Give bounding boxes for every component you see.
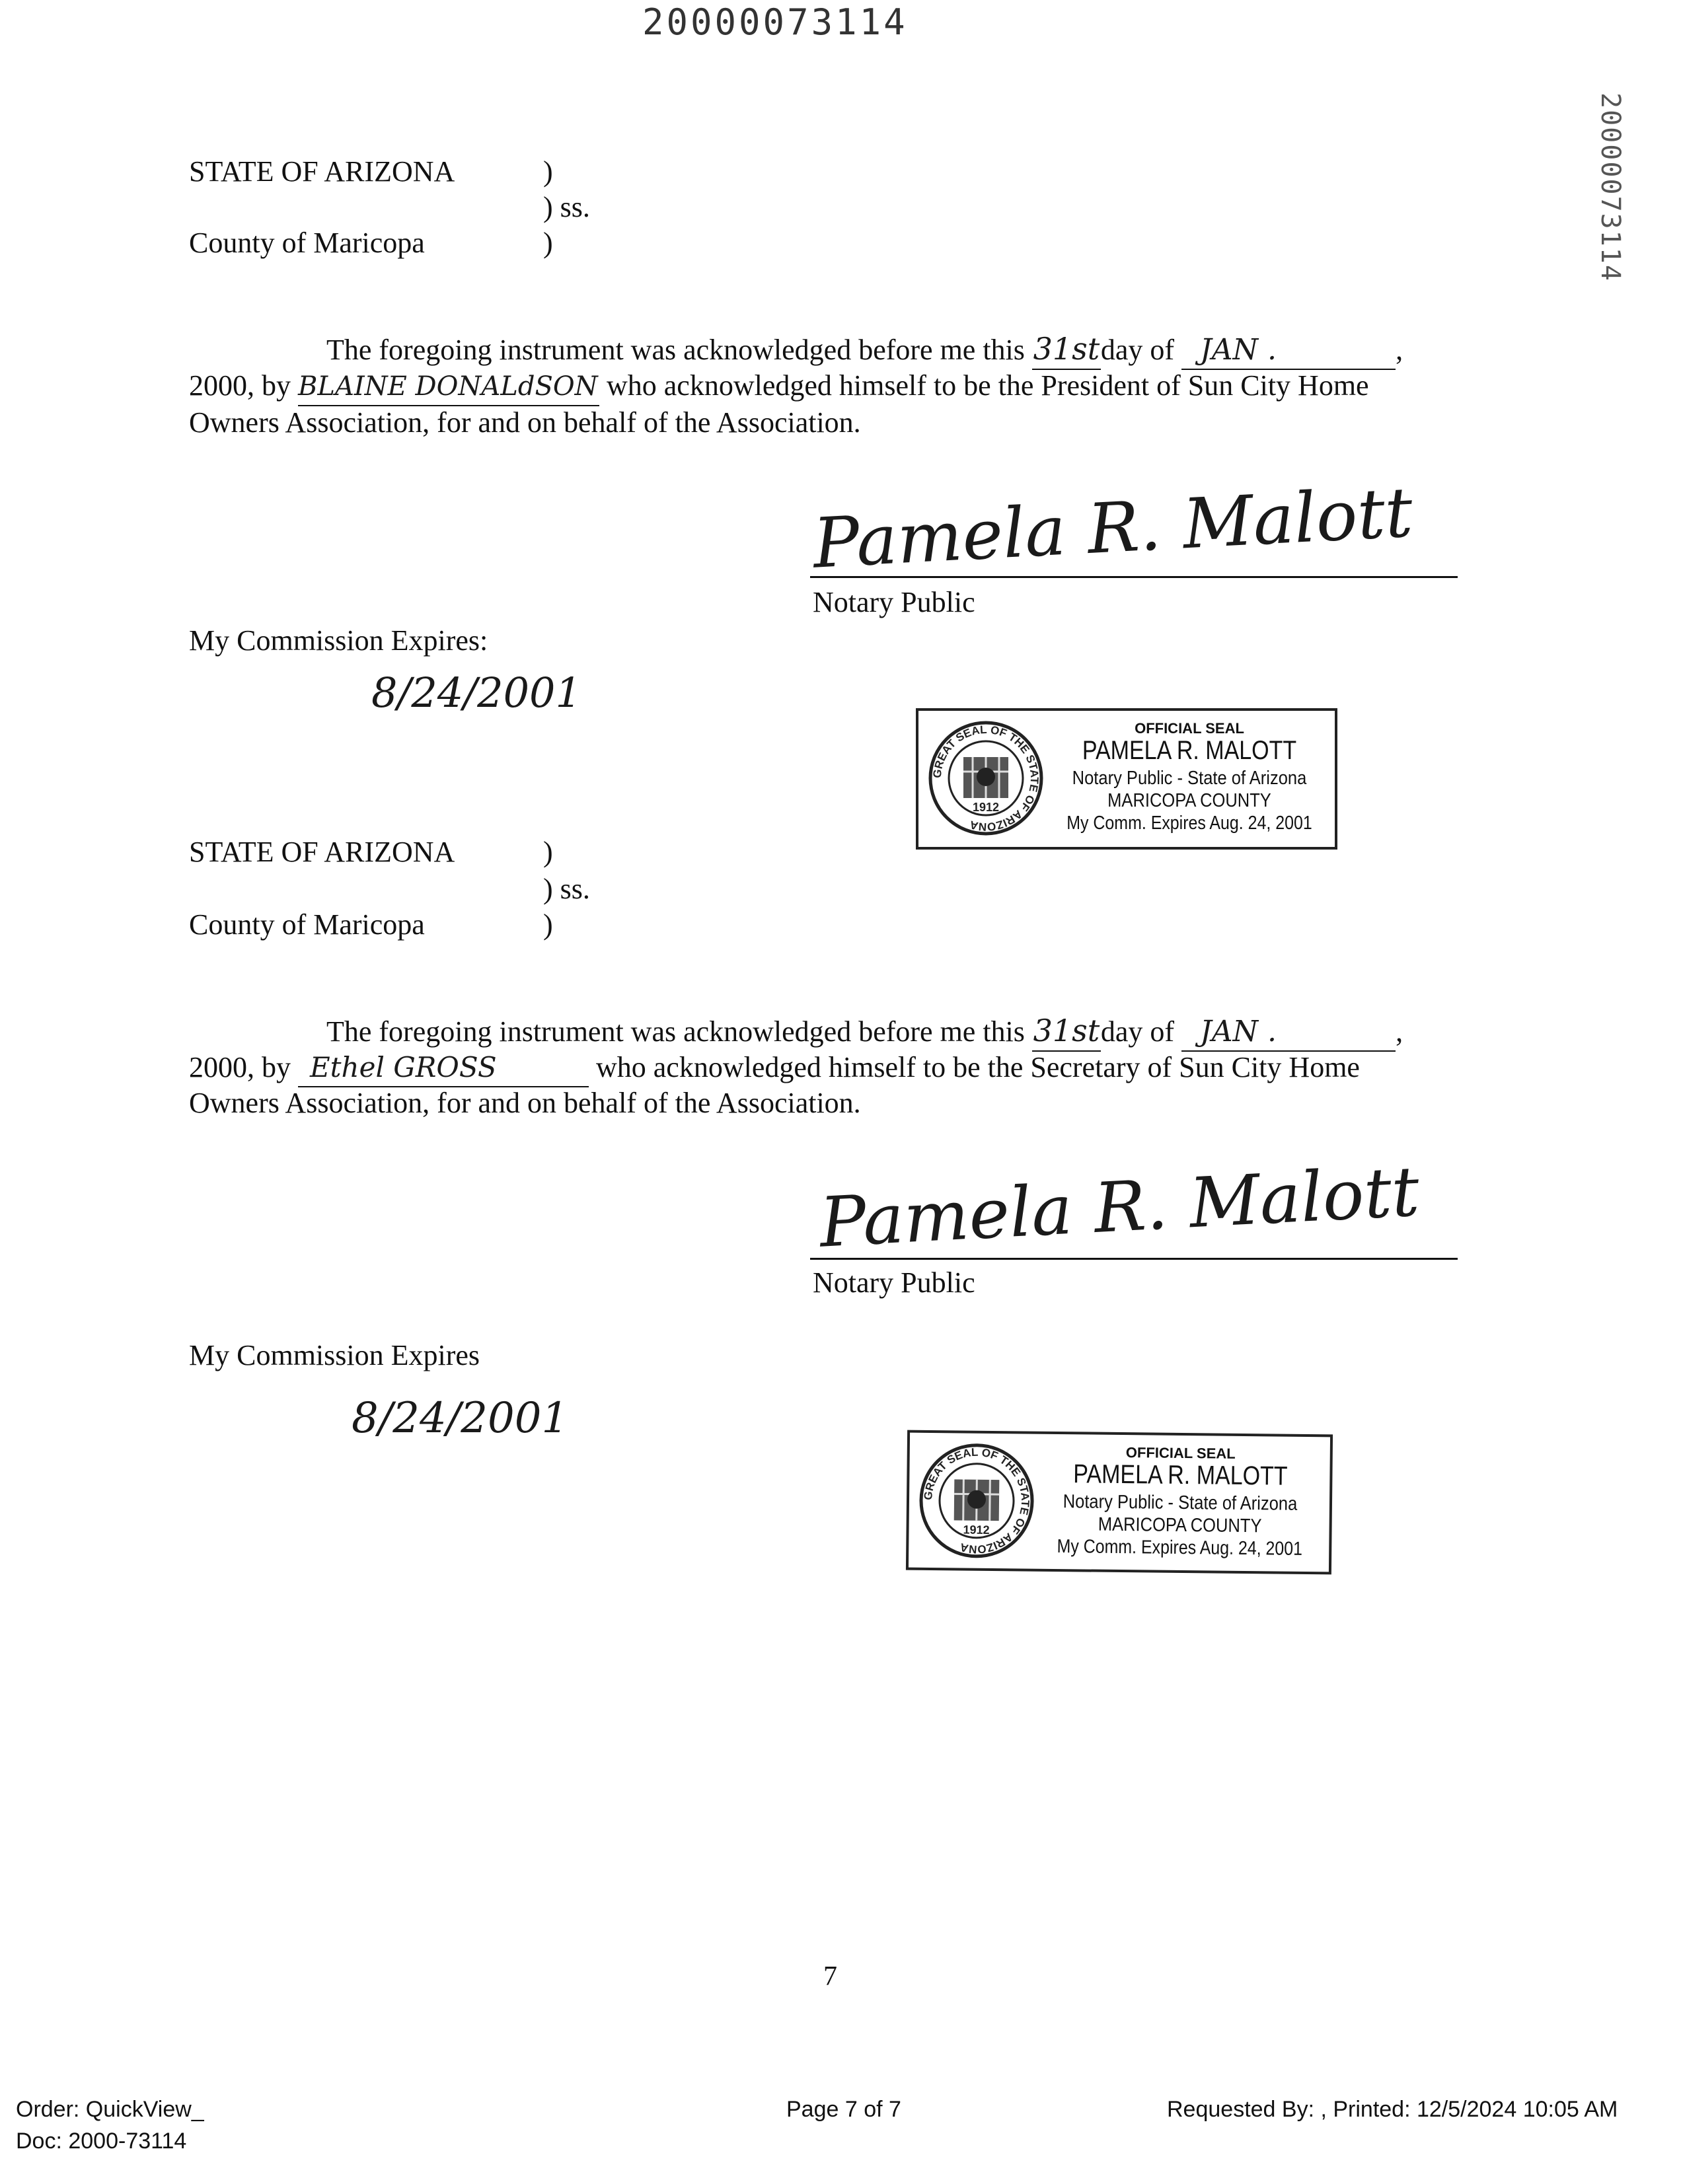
ack-line-2-text: who acknowledged himself to be the President of Sun City Home <box>607 369 1369 402</box>
notary-seal <box>916 708 1337 850</box>
commission-date: 8/24/2001 <box>371 669 581 717</box>
notary-seal <box>906 1430 1333 1575</box>
ack-line-2 <box>189 1049 1360 1087</box>
footer-order: Order: QuickView_ <box>16 2097 204 2122</box>
state-label: STATE OF ARIZONA <box>189 836 455 868</box>
footer-page: Page 7 of 7 <box>786 2097 901 2122</box>
county-paren: ) <box>543 227 553 259</box>
side-document-number: 20000073114 <box>1595 92 1625 282</box>
ack-line-1-text: The foregoing instrument was acknowledged before me this <box>326 1015 1025 1048</box>
handwritten-day: 31st <box>1033 331 1100 367</box>
commission-date: 8/24/2001 <box>352 1394 569 1443</box>
handwritten-name: Ethel GROSS <box>310 1051 497 1083</box>
state-label: STATE OF ARIZONA <box>189 155 455 188</box>
svg-text:1912: 1912 <box>972 801 1000 814</box>
seal-notary-title: Notary Public - State of Arizona <box>1063 1491 1298 1515</box>
seal-county: MARICOPA COUNTY <box>1098 1513 1262 1537</box>
notary-public-label: Notary Public <box>813 586 975 618</box>
seal-expiration: My Comm. Expires Aug. 24, 2001 <box>1066 813 1312 834</box>
ack-line-2-text: who acknowledged himself to be the Secretary of Sun City Home <box>596 1051 1360 1083</box>
seal-notary-name: PAMELA R. MALOTT <box>1082 736 1297 765</box>
ack-line-2-prefix: 2000, by <box>189 1051 291 1083</box>
ack-line-2 <box>189 367 1369 406</box>
handwritten-name: BLAINE DONALdSON <box>298 371 598 402</box>
county-label: County of Maricopa <box>189 908 425 941</box>
seal-notary-name: PAMELA R. MALOTT <box>1073 1459 1288 1491</box>
svg-text:GREAT SEAL OF THE STATE OF ARI: GREAT SEAL OF THE STATE OF ARIZONA <box>930 723 1041 834</box>
ack-line-1: The foregoing instrument was acknowledged before me this 31stday of JAN . , <box>326 330 1403 370</box>
notary-public-label: Notary Public <box>813 1266 975 1299</box>
seal-expiration: My Comm. Expires Aug. 24, 2001 <box>1057 1536 1303 1560</box>
seal-official-label: OFFICIAL SEAL <box>1125 1444 1236 1462</box>
ack-line-3: Owners Association, for and on behalf of the Association. <box>189 1087 861 1119</box>
arizona-seal-emblem-icon <box>916 1441 1037 1561</box>
footer-requested: Requested By: , Printed: 12/5/2024 10:05 AM <box>1167 2097 1618 2122</box>
document-number: 20000073114 <box>642 1 908 43</box>
seal-notary-title: Notary Public - State of Arizona <box>1072 768 1307 789</box>
handwritten-month: JAN . <box>1200 333 1277 367</box>
handwritten-month: JAN . <box>1200 1015 1277 1048</box>
signature-line <box>810 576 1458 578</box>
ss-label: ) ss. <box>543 191 590 223</box>
signature-line <box>810 1258 1458 1260</box>
county-paren: ) <box>543 908 553 941</box>
handwritten-day: 31st <box>1033 1013 1100 1048</box>
day-of-label: day of <box>1100 334 1175 366</box>
state-paren: ) <box>543 836 553 868</box>
ack-line-3: Owners Association, for and on behalf of the Association. <box>189 406 861 439</box>
state-paren: ) <box>543 155 553 188</box>
notary-signature: Pamela R. Malott <box>817 1151 1421 1263</box>
commission-label: My Commission Expires <box>189 1339 480 1371</box>
svg-text:GREAT SEAL OF THE STATE OF ARI: GREAT SEAL OF THE STATE OF ARIZONA <box>921 1445 1032 1556</box>
arizona-seal-emblem-icon <box>926 719 1045 838</box>
county-label: County of Maricopa <box>189 227 425 259</box>
ack-line-2-prefix: 2000, by <box>189 369 291 402</box>
ack-line-1-text: The foregoing instrument was acknowledged before me this <box>326 334 1025 366</box>
seal-official-label: OFFICIAL SEAL <box>1135 720 1244 737</box>
page-number: 7 <box>823 1961 837 1992</box>
ss-label: ) ss. <box>543 873 590 905</box>
ack-line-1: The foregoing instrument was acknowledged before me this 31stday of JAN . , <box>326 1012 1403 1052</box>
day-of-label: day of <box>1100 1015 1175 1048</box>
notary-signature: Pamela R. Malott <box>811 472 1415 584</box>
seal-county: MARICOPA COUNTY <box>1107 790 1271 811</box>
footer-doc: Doc: 2000-73114 <box>16 2129 187 2154</box>
svg-text:1912: 1912 <box>963 1523 990 1537</box>
commission-label: My Commission Expires: <box>189 624 488 657</box>
